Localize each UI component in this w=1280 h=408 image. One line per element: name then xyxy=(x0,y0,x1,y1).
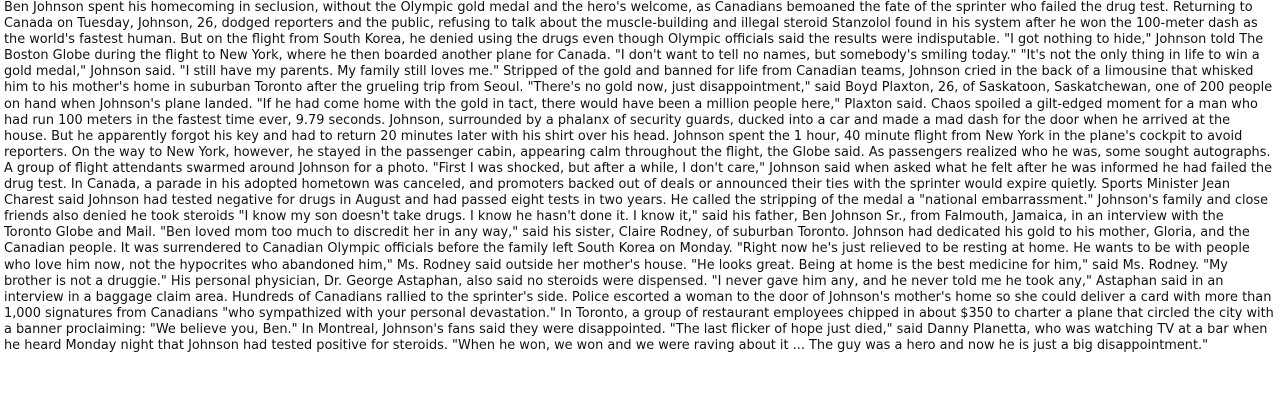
article-body: Ben Johnson spent his homecoming in seclusion, without the Olympic gold medal and the hero's welcome, as Canadians bemoaned the fate of the sprinter who failed the drug test. Returning to Canada on Tuesday, Johnson, 26, dodged reporters and the public, refusing to talk about the muscle-building and illegal steroid Stanzolol found in his system after he won the 100-meter dash as the world's fastest human. But on the flight from South Korea, he denied using the drugs even though Olympic officials said the results were indisputable. "I got nothing to hide," Johnson told The Boston Globe during the flight to New York, where he then boarded another plane for Canada. "I don't want to tell no names, but somebody's smiling today." "It's not the only thing in life to win a gold medal," Johnson said. "I still have my parents. My family still loves me." Stripped of the gold and banned for life from Canadian teams, Johnson cried in the back of a limousine that whisked him to his mother's home in suburban Toronto after the grueling trip from Seoul. "There's no gold now, just disappointment," said Boyd Plaxton, 26, of Saskatoon, Saskatchewan, one of 200 people on hand when Johnson's plane landed. "If he had come home with the gold in tact, there would have been a million people here," Plaxton said. Chaos spoiled a gilt-edged moment for a man who had run 100 meters in the fastest time ever, 9.79 seconds. Johnson, surrounded by a phalanx of security guards, ducked into a car and made a mad dash for the door when he arrived at the house. But he apparently forgot his key and had to return 20 minutes later with his shirt over his head. Johnson spent the 1 hour, 40 minute flight from New York in the plane's cockpit to avoid reporters. On the way to New York, however, he stayed in the passenger cabin, appearing calm throughout the flight, the Globe said. As passengers realized who he was, some sought autographs. A group of flight attendants swarmed around Johnson for a photo. "First I was shocked, but after a while, I don't care," Johnson said when asked what he felt after he was informed he had failed the drug test. In Canada, a parade in his adopted hometown was canceled, and promoters backed out of deals or announced their ties with the sprinter would expire quietly. Sports Minister Jean Charest said Johnson had tested negative for drugs in August and had passed eight tests in two years. He called the stripping of the medal a "national embarrassment." Johnson's family and close friends also denied he took steroids "I know my son doesn't take drugs. I know he hasn't done it. I know it," said his father, Ben Johnson Sr., from Falmouth, Jamaica, in an interview with the Toronto Globe and Mail. "Ben loved mom too much to discredit her in any way," said his sister, Claire Rodney, of suburban Toronto. Johnson had dedicated his gold to his mother, Gloria, and the Canadian people. It was surrendered to Canadian Olympic officials before the family left South Korea on Monday. "Right now he's just relieved to be resting at home. He wants to be with people who love him now, not the hypocrites who abandoned him," Ms. Rodney said outside her mother's house. "He looks great. Being at home is the best medicine for him," said Ms. Rodney. "My brother is not a druggie." His personal physician, Dr. George Astaphan, also said no steroids were dispensed. "I never gave him any, and he never told me he took any," Astaphan said in an interview in a baggage claim area. Hundreds of Canadians rallied to the sprinter's side. Police escorted a woman to the door of Johnson's mother's home so she could deliver a card with more than 1,000 signatures from Canadians "who sympathized with your personal devastation." In Toronto, a group of restaurant employees chipped in about $350 to charter a plane that circled the city with a banner proclaiming: "We believe you, Ben." In Montreal, Johnson's fans said they were disappointed. "The last flicker of hope just died," said Danny Planetta, who was watching TV at a bar when he heard Monday night that Johnson had tested positive for steroids. "When he won, we won and we were raving about it ... The guy was a hero and now he is just a big disappointment." xyxy=(4,0,1274,353)
